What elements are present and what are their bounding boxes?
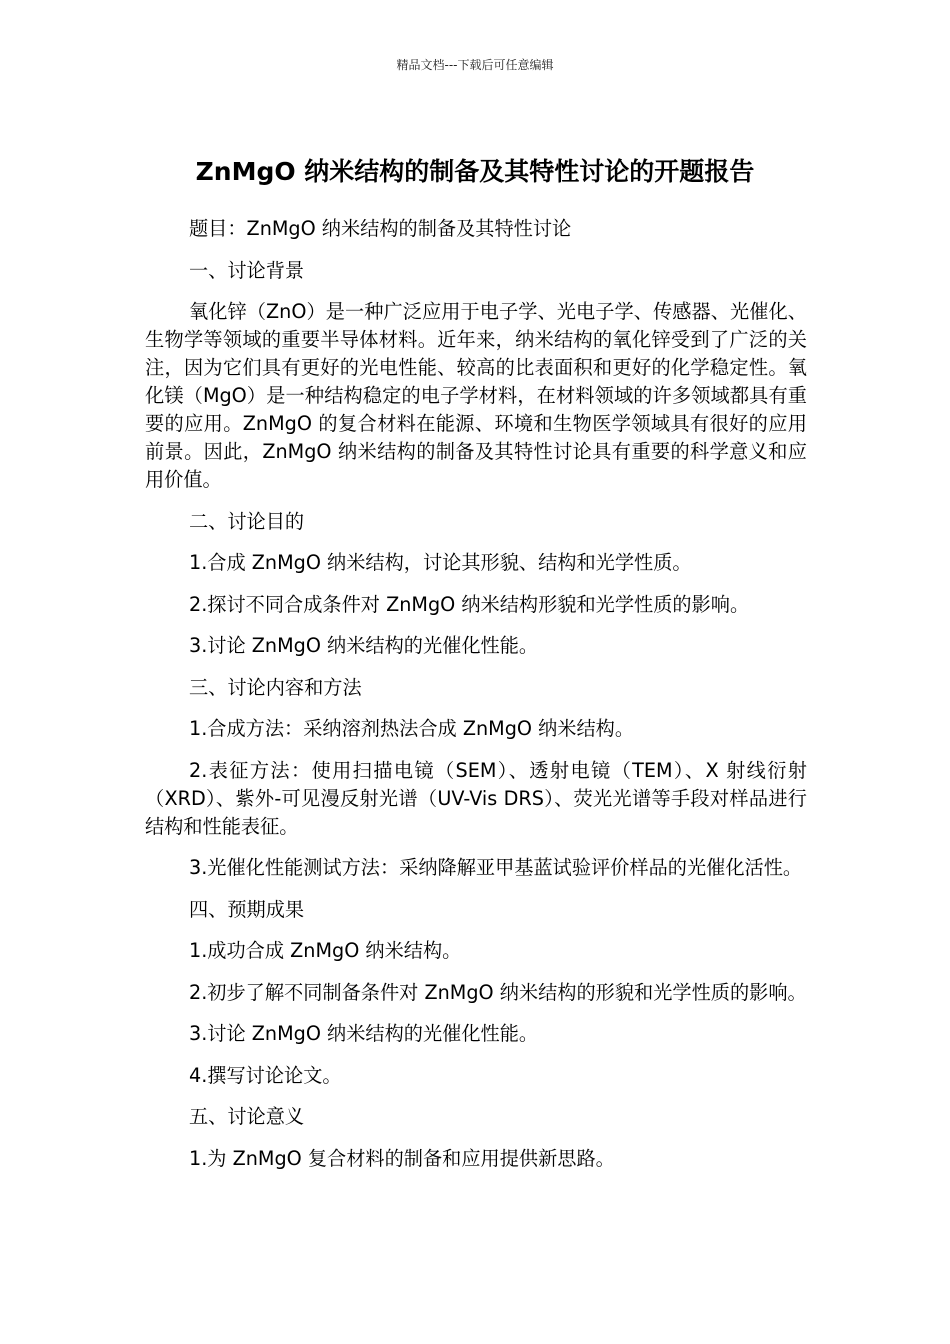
- result-item: 1.成功合成 ZnMgO 纳米结构。: [189, 939, 462, 962]
- document-body: [145, 215, 807, 1186]
- section-heading-objectives: 二、讨论目的: [189, 509, 305, 533]
- method-item: 3.光催化性能测试方法：采纳降解亚甲基蓝试验评价样品的光催化活性。: [189, 856, 803, 879]
- result-item: 2.初步了解不同制备条件对 ZnMgO 纳米结构的形貌和光学性质的影响。: [189, 980, 807, 1004]
- result-item: 3.讨论 ZnMgO 纳米结构的光催化性能。: [189, 1022, 539, 1045]
- objective-item: 1.合成 ZnMgO 纳米结构，讨论其形貌、结构和光学性质。: [189, 551, 692, 574]
- method-item: 2.表征方法：使用扫描电镜（SEM）、透射电镜（TEM）、X 射线衍射（XRD）、紫外-可见漫反射光谱（UV-Vis DRS）、荧光光谱等手段对样品进行结构和性能表征。: [145, 758, 807, 838]
- section-heading-expected-results: 四、预期成果: [189, 897, 305, 921]
- objective-item: 3.讨论 ZnMgO 纳米结构的光催化性能。: [189, 634, 539, 657]
- topic-line: 题目：ZnMgO 纳米结构的制备及其特性讨论: [189, 217, 572, 240]
- objective-item: 2.探讨不同合成条件对 ZnMgO 纳米结构形貌和光学性质的影响。: [189, 592, 750, 616]
- significance-item: 1.为 ZnMgO 复合材料的制备和应用提供新思路。: [189, 1146, 615, 1170]
- background-paragraph: 氧化锌（ZnO）是一种广泛应用于电子学、光电子学、传感器、光催化、生物学等领域的重要半导体材料。近年来，纳米结构的氧化锌受到了广泛的关注，因为它们具有更好的光电性能、较高的比表面积和更好的化学稳定性。氧化镁（MgO）是一种结构稳定的电子学材料，在材料领域的许多领域都具有重要的应用。ZnMgO 的复合材料在能源、环境和生物医学领域具有很好的应用前景。因此，ZnMgO 纳米结构的制备及其特性讨论具有重要的科学意义和应用价值。: [145, 300, 807, 491]
- document-title: ZnMgO 纳米结构的制备及其特性讨论的开题报告: [195, 156, 755, 186]
- page-header-note: 精品文档---下载后可任意编辑: [396, 58, 554, 72]
- method-item: 1.合成方法：采纳溶剂热法合成 ZnMgO 纳米结构。: [189, 717, 635, 740]
- section-heading-significance: 五、讨论意义: [189, 1105, 305, 1128]
- section-heading-background: 一、讨论背景: [189, 258, 305, 282]
- section-heading-content-methods: 三、讨论内容和方法: [189, 675, 362, 699]
- result-item: 4.撰写讨论论文。: [189, 1063, 342, 1087]
